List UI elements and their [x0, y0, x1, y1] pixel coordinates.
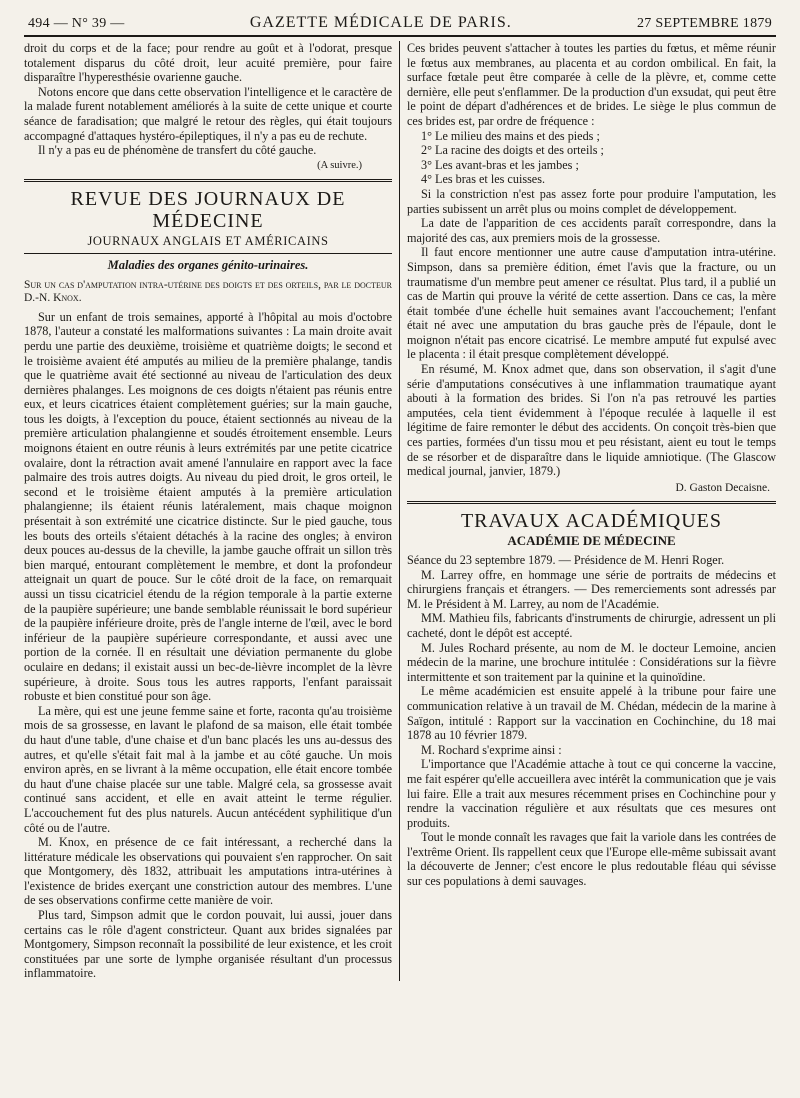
right-column	[400, 41, 776, 981]
frequency-list	[407, 129, 776, 187]
journal-title: GAZETTE MÉDICALE DE PARIS.	[249, 14, 512, 31]
revue-subtitle: JOURNAUX ANGLAIS ET AMÉRICAINS	[87, 234, 329, 249]
author-signature: D. Gaston Decaisne.	[675, 481, 770, 494]
seance-heading: Séance du 23 septembre 1879. — Présidence de M. Henri Roger.	[407, 553, 725, 567]
list-item: 2° La racine des doigts et des orteils ;	[421, 143, 604, 158]
revue-title: REVUE DES JOURNAUX DE MÉDECINE	[70, 188, 346, 233]
page-header	[24, 10, 776, 37]
article-paragraph: La mère, qui est une jeune femme saine et forte, raconta qu'au troisième mois de sa grossesse, en lavant le plafond de sa maison, elle était tombée du haut d'une table, d'une chaise et d'un banc placés les uns au-dessus des autres, et qu'elle s'était fait mal à la jambe et au côté gauche. Un mois environ après, en se livrant à la même occupation, elle était encore tombée du haut d'une chaise placée sur une table. Malgré cela, sa grossesse avait continué sans accident, et elle en avait atteint le terme régulier. L'accouchement fut des plus naturels. Aucun antécédent syphilitique d'un côté ou de l'autre.	[24, 703, 392, 835]
intro-paragraph: Notons encore que dans cette observation l'intelligence et le caractère de la malade furent notablement améliorés à la suite de cette unique et courte séance de faradisation; que malgré le retour des règles, qui était toujours accompagné d'attaques hystéro-épileptiques, il n'y a pas eu de rechute.	[24, 84, 392, 143]
section-heading: Maladies des organes génito-urinaires.	[107, 257, 309, 272]
academie-title: ACADÉMIE DE MÉDECINE	[507, 533, 676, 549]
to-be-continued: (A suivre.)	[317, 159, 362, 171]
page-number: 494 — N° 39 —	[28, 16, 125, 31]
article-paragraph: Plus tard, Simpson admit que le cordon pouvait, lui aussi, jouer dans certains cas le rôle d'agent constricteur. Quant aux brides signalées par Montgomery, Simpson reconnaît la possibilité de leur existence, et les croit constituées par une sorte de lymphe organisée résultant d'un processus inflammatoire.	[24, 908, 392, 981]
article-paragraph: Sur un enfant de trois semaines, apporté à l'hôpital au mois d'octobre 1878, l'auteur a constaté les malformations suivantes : La main droite avait perdu une partie des deuxième, troisième et quatrième doigts; le second et le troisième avaient été amputés au milieu de la première phalange, tandis que le quatrième avait été sectionné au niveau de l'articulation des deux dernières phalanges. Les moignons de ces doigts n'étaient pas réunis entre eux, et leurs cicatrices étaient complètement guéries; sur la main gauche, tous les doigts, à l'exception du pouce, étaient sectionnés au niveau de la première articulation phalangienne et soudés étroitement ensemble. Leurs moignons étaient en outre réunis à leurs extrémités par une petite cicatrice ovalaire, dont la rétraction avait amené l'annulaire en rapport avec la face palmaire des trois autres doigts. Au niveau du pied droit, le gros orteil, le second et le troisième étaient amputés à la première articulation phalangienne; ils étaient réunis latéralement, mais chaque moignon présentait à son extrémité une cicatrice distincte. Sur le pied gauche, tous les bouts des orteils s'étaient détachés à la racine des ongles; à environ deux pouces au-dessus de la cheville, la jambe gauche offrait un sillon très bien marqué, entourant complètement le membre, et dont la profondeur atteignait un quart de pouce. Sur le côté droit de la face, on remarquait aussi un tissu cicatriciel étendu de la région temporale à la partie externe de la paupière supérieure; une bande semblable réunissait le bord supérieur de la paupière inférieure droite, près de l'angle interne de l'œil, avec le bord inférieur de la paupière supérieure correspondante, et aussi avec une portion de la cornée. Il en résultait une déviation permanente du globe oculaire en dedans; il existait aussi un bec-de-lièvre incomplet de la lèvre supérieure, à droite. Sous tous les autres rapports, l'enfant paraissait robuste et bien constitué pour son âge.	[24, 309, 392, 704]
seance-paragraph: Tout le monde connaît les ravages que fait la variole dans les contrées de l'extrême Orient. Ils rappellent ceux que l'Europe elle-même subissait avant la découverte de Jenner; c'est encore le plus redoutable fléau qui sévisse sur ces populations à demi sauvages.	[407, 830, 776, 889]
seance-paragraph: MM. Mathieu fils, fabricants d'instruments de chirurgie, adressent un pli cacheté, dont le dépôt est accepté.	[407, 611, 776, 640]
seance-paragraph: Le même académicien est ensuite appelé à la tribune pour faire une communication relative à un travail de M. Chédan, médecin de la marine à Saïgon, intitulé : Rapport sur la vaccination en Cochinchine, du 18 mai 1878 au 10 février 1879.	[407, 684, 776, 743]
article-paragraph: Si la constriction n'est pas assez forte pour produire l'amputation, les parties subissent un arrêt plus ou moins complet de développement.	[407, 186, 776, 216]
issue-date: 27 SEPTEMBRE 1879	[636, 16, 772, 31]
article-paragraph: La date de l'apparition de ces accidents paraît correspondre, dans la majorité des cas, aux premiers mois de la grossesse.	[407, 216, 776, 245]
seance-paragraph: M. Larrey offre, en hommage une série de portraits de médecins et chirurgiens français et étrangers. — Des remerciements sont adressés par M. le Président à M. Larrey, au nom de l'Académie.	[407, 567, 776, 611]
intro-paragraph: Il n'y a pas eu de phénomène de transfert du côté gauche.	[38, 143, 317, 158]
list-item: 1° Le milieu des mains et des pieds ;	[421, 128, 600, 143]
article-paragraph: Ces brides peuvent s'attacher à toutes les parties du fœtus, et même réunir le fœtus aux membranes, au placenta et au cordon ombilical. En fait, la surface fœtale peut être comparée à celle de la plèvre, et, comme cette dernière, elle peut s'enflammer. De la production d'un exsudat, qui peut être le point de départ d'adhérences et de brides. Le siège le plus commun de ces brides est, par ordre de fréquence :	[407, 41, 776, 128]
section-divider	[407, 501, 776, 504]
subtitle-divider	[24, 253, 392, 254]
article-paragraph: Il faut encore mentionner une autre cause d'amputation intra-utérine. Simpson, dans sa première édition, émet l'avis que la fracture, ou un traumatisme d'un membre peut amener ce résultat. Plus tard, il a publié un cas de Martin qui prouve la vérité de cette assertion. Dans ce cas, la mère était tombée d'une échelle huit semaines avant l'accouchement; l'enfant était né avec une amputation du bras gauche près de l'épaule, dont le moignon n'était pas encore cicatrisé. Le membre amputé fut expulsé avec le placenta : il était presque complètement développé.	[407, 245, 776, 362]
seance-paragraph: L'importance que l'Académie attache à tout ce qui concerne la vaccine, me fait espérer qu'elle accueillera avec intérêt la communication que je vais lui faire. Elle a trait aux mesures récemment prises en Cochinchine pour y rendre la vaccination régulière et aux résultats que ces mesures ont produits.	[407, 757, 776, 830]
seance-paragraph: M. Jules Rochard présente, au nom de M. le docteur Lemoine, ancien médecin de la marine, une brochure intitulée : Considérations sur la fièvre intermittente et son traitement par la quinine et la quinoïdine.	[407, 640, 776, 684]
article-title: Sur un cas d'amputation intra-utérine des doigts et des orteils, par le docteur D.-N. Knox.	[24, 278, 392, 305]
left-column	[24, 41, 400, 981]
section-divider	[24, 179, 392, 182]
seance-paragraph: M. Rochard s'exprime ainsi :	[421, 742, 562, 757]
list-item: 4° Les bras et les cuisses.	[421, 172, 546, 187]
two-column-body	[24, 41, 776, 981]
list-item: 3° Les avant-bras et les jambes ;	[421, 157, 579, 172]
intro-paragraph: droit du corps et de la face; pour rendre au goût et à l'odorat, presque totalement disparus du côté droit, leur acuité première, pour faire disparaître l'hyperesthésie ovarienne gauche.	[24, 41, 392, 85]
article-paragraph: M. Knox, en présence de ce fait intéressant, a recherché dans la littérature médicale les observations qui pouvaient s'en rapprocher. On sait que Montgomery, dès 1832, attribuait les amputations intra-utérines à l'existence de brides exerçant une constriction autour des membres. L'une de ses observations confirme cette manière de voir.	[24, 835, 392, 908]
travaux-title: TRAVAUX ACADÉMIQUES	[460, 510, 723, 533]
article-paragraph: En résumé, M. Knox admet que, dans son observation, il s'agit d'une série d'amputations consécutives à une inflammation traumatique ayant abouti à la formation des brides. Si l'on n'a pas retrouvé les parties amputées, cela tient évidemment à l'époque reculée à laquelle il est légitime de faire remonter le début des accidents. On conçoit très-bien que ces parties, formées d'un tissu mou et peu résistant, aient eu tout le temps de se résorber et de disparaître dans le liquide amniotique. (The Glascow medical journal, janvier, 1879.)	[407, 362, 776, 479]
